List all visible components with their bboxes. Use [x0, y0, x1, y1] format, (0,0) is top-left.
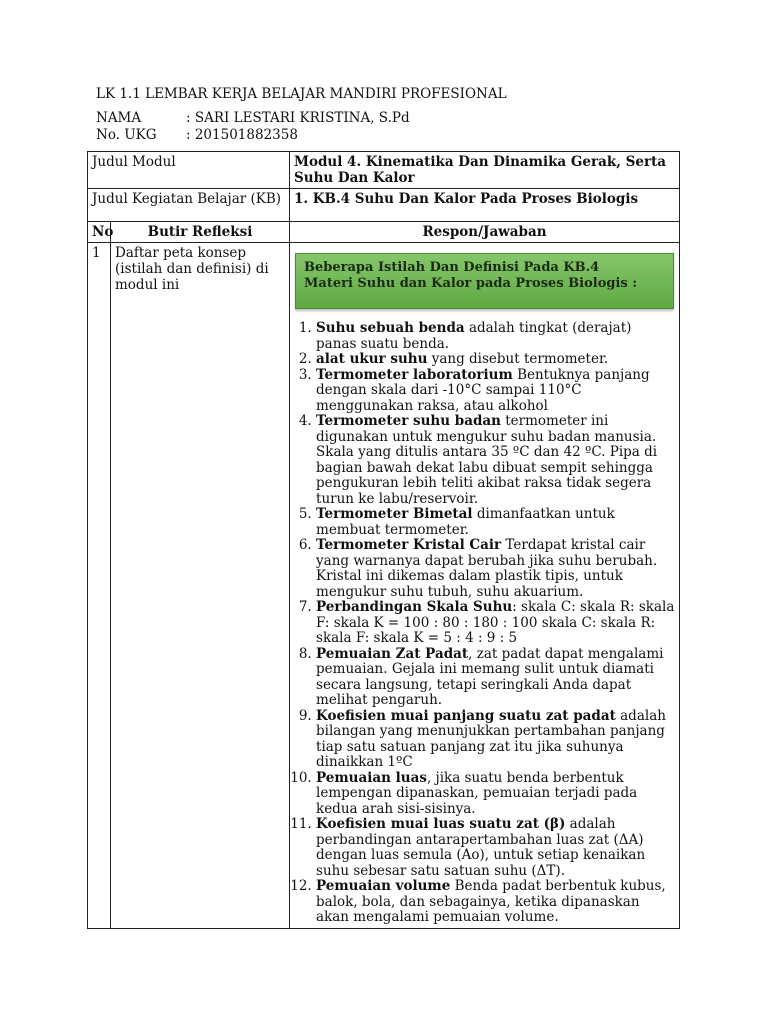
column-header-no: No [88, 222, 111, 243]
definition-text: adalah bilangan yang menunjukkan pertambahan panjang tiap satu satuan panjang zat itu jika suhunya dinaikkan 1ºC [316, 707, 666, 770]
definition-text: , jika suatu benda berbentuk lempengan dipanaskan, pemuaian terjadi pada kedua arah sisi-sisinya. [316, 769, 638, 817]
item-response [290, 243, 680, 929]
definition-text: Terdapat kristal cair yang warnanya dapat berubah jika suhu berubah. Kristal ini dikemas dalam plastik tipis, untuk mengukur suhu tubuh, suhu akuarium. [316, 537, 658, 600]
list-item [316, 507, 675, 538]
definition-term: Pemuaian luas [316, 769, 427, 786]
definition-text: Benda padat berbentuk kubus, balok, bola, dan sebagainya, ketika dipanaskan akan mengalami pemuaian volume. [316, 878, 666, 925]
list-item [316, 647, 675, 709]
list-item [316, 538, 675, 600]
table-row [88, 243, 680, 929]
activity-row [88, 189, 680, 222]
definition-text: dimanfaatkan untuk membuat termometer. [316, 506, 615, 538]
column-header-respon: Respon/Jawaban [290, 222, 680, 243]
item-butir: Daftar peta konsep (istilah dan definisi) di modul ini [111, 243, 290, 929]
list-item [316, 368, 675, 415]
definitions-list [294, 321, 675, 926]
definition-term: Termometer suhu badan [316, 413, 501, 429]
list-item [316, 600, 675, 647]
list-item [316, 414, 675, 507]
column-header-butir: Butir Refleksi [111, 222, 290, 243]
definition-term: Pemuaian volume [316, 878, 451, 894]
ukg-label: No. UKG [96, 127, 157, 143]
ukg-value: : 201501882358 [186, 127, 298, 143]
definition-text: termometer ini digunakan untuk mengukur suhu badan manusia. Skala yang ditulis antara 35 ºC dan 42 ºC. Pipa di bagian bawah dekat labu dibuat sempit sehingga pengukuran lebih teliti akibat raksa tidak segera turun ke labu/reservoir. [316, 413, 658, 507]
item-number: 1 [88, 243, 111, 929]
module-label: Judul Modul [88, 152, 290, 189]
definition-term: Termometer laboratorium [316, 366, 513, 383]
ukg-row [96, 127, 507, 144]
definition-text: adalah tingkat (derajat) panas suatu benda. [316, 320, 632, 352]
list-item [316, 352, 675, 368]
banner-line-1: Beberapa Istilah Dan Definisi Pada KB.4 [304, 260, 600, 275]
name-value: : SARI LESTARI KRISTINA, S.Pd [186, 110, 410, 126]
definition-term: Termometer Bimetal [316, 506, 473, 522]
name-label: NAMA [96, 110, 142, 126]
definition-term: alat ukur suhu [316, 351, 428, 367]
list-item [316, 709, 675, 771]
definitions-banner [295, 253, 674, 309]
activity-title: 1. KB.4 Suhu Dan Kalor Pada Proses Biologis [290, 189, 680, 222]
module-title: Modul 4. Kinematika Dan Dinamika Gerak, Serta Suhu Dan Kalor [290, 152, 680, 189]
document-header [96, 86, 507, 144]
definition-text: yang disebut termometer. [427, 351, 609, 367]
list-item [316, 321, 675, 352]
definition-text: , zat padat dapat mengalami pemuaian. Gejala ini memang sulit untuk diamati secara langsung, tetapi seringkali Anda dapat melihat pengaruh. [316, 645, 664, 708]
list-item [316, 771, 675, 818]
activity-label: Judul Kegiatan Belajar (KB) [88, 189, 290, 222]
list-item [316, 817, 675, 879]
definition-text: : skala C: skala R: skala F: skala K = 100 : 80 : 180 : 100 skala C: skala R: skala F: skala K = 5 : 4 : 9 : 5 [316, 599, 675, 646]
definition-term: Suhu sebuah benda [316, 320, 465, 336]
definition-text: Bentuknya panjang dengan skala dari -10°C sampai 110°C menggunakan raksa, atau alkohol [316, 366, 650, 414]
definition-term: Koefisien muai panjang suatu zat padat [316, 707, 616, 724]
name-row [96, 110, 507, 127]
definition-term: Termometer Kristal Cair [316, 537, 502, 553]
definition-term: Pemuaian Zat Padat [316, 645, 469, 662]
definition-text: adalah perbandingan antarapertambahan luas zat (ΔA) dengan luas semula (Ao), untuk setiap kenaikan suhu sebesar satu satuan suhu (ΔT). [316, 816, 646, 879]
list-item [316, 879, 675, 926]
worksheet-table [87, 151, 680, 929]
definition-term: Koefisien muai luas suatu zat (β) [316, 816, 566, 832]
table-header-row [88, 222, 680, 243]
module-row [88, 152, 680, 189]
definition-term: Perbandingan Skala Suhu [316, 599, 513, 615]
document-title: LK 1.1 LEMBAR KERJA BELAJAR MANDIRI PROFESIONAL [96, 86, 507, 102]
banner-line-2: Materi Suhu dan Kalor pada Proses Biologis : [304, 276, 638, 291]
